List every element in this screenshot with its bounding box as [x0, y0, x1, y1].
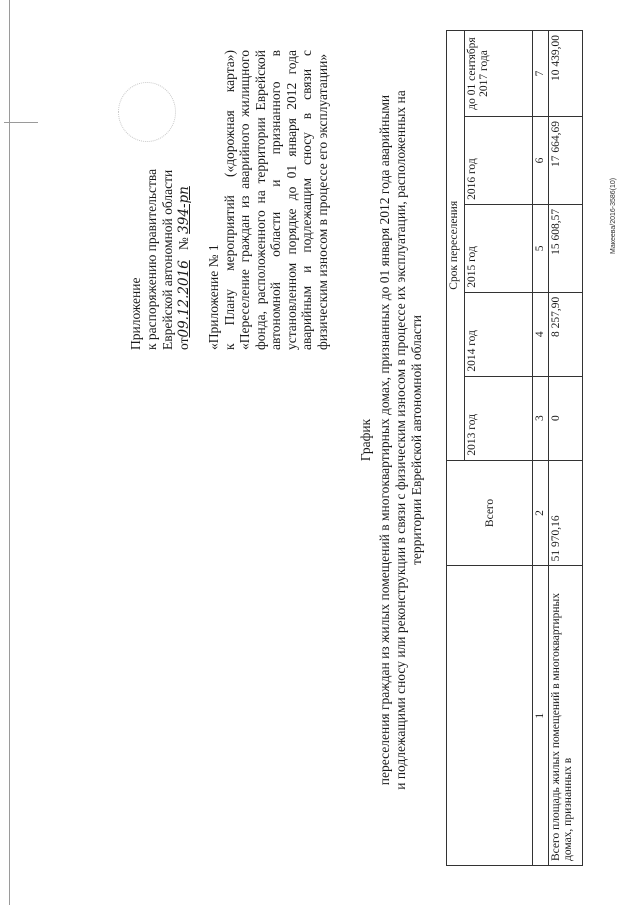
plan-appendix-block: [206, 50, 330, 350]
col-number-6: 6: [533, 116, 549, 204]
col-number-2: 2: [533, 460, 549, 566]
header-total: Всего: [447, 460, 533, 566]
table-header-row-1: [447, 31, 465, 866]
table-number-row: [533, 31, 549, 866]
header-year-2013: 2013 год: [465, 376, 533, 460]
schedule-heading: График: [358, 418, 373, 462]
cell-total: 51 970,16: [549, 460, 583, 566]
header-empty-cell: [447, 566, 533, 866]
row-label: Всего площадь жилых помещений в многоквартирных домах, признанных в: [549, 566, 583, 866]
col-number-4: 4: [533, 292, 549, 376]
appendix-line-1: Приложение: [128, 277, 143, 350]
cell-2014: 8 257,90: [549, 292, 583, 376]
appendix-header: [128, 60, 192, 350]
appendix-date-line: [176, 60, 192, 350]
handwritten-date: 09.12.2016: [176, 260, 192, 338]
date-prefix: от: [176, 337, 191, 350]
table-row: [549, 31, 583, 866]
header-year-2016: 2016 год: [465, 116, 533, 204]
appendix-line-2: к распоряжению правительства: [144, 168, 159, 350]
plan-appendix-body: к Плану мероприятий («дорожная карта») «Переселение граждан из аварийного жилищного фонда, расположенного на территории Еврейской автономной области и признанного в установленном порядке до 01 января 2012 года аварийным и подлежащим сносу в связи с физическим износом в процессе его эксплуатации»: [221, 50, 330, 350]
resettlement-schedule-table: [446, 30, 583, 866]
header-year-2014: 2014 год: [465, 292, 533, 376]
schedule-subtitle-line-2: и подлежащими сносу или реконструкции в связи с физическим износом в процессе их эксплуатации, расположенных на: [393, 90, 408, 790]
schedule-subtitle-line-1: переселения граждан из жилых помещений в многоквартирных домах, признанных до 01 января 2012 года аварийными: [377, 94, 392, 786]
document-page: [10, 10, 630, 890]
col-number-1: 1: [533, 566, 549, 866]
header-until-sept-2017: до 01 сентября 2017 года: [465, 31, 533, 117]
document-code: Макеева/2016-3586(10): [610, 177, 617, 254]
plan-appendix-title: «Приложение № 1: [206, 244, 221, 350]
appendix-line-3: Еврейской автономной области: [160, 169, 175, 350]
cell-2017: 10 439,00: [549, 31, 583, 117]
col-number-3: 3: [533, 376, 549, 460]
number-prefix: №: [176, 237, 191, 251]
col-number-5: 5: [533, 204, 549, 292]
col-number-7: 7: [533, 31, 549, 117]
header-resettlement-period: Срок переселения: [447, 31, 465, 461]
schedule-subtitle-line-3: территории Еврейской автономной области: [409, 315, 424, 565]
header-year-2015: 2015 год: [465, 204, 533, 292]
handwritten-number: 394-рп: [176, 186, 192, 234]
cell-2016: 17 664,69: [549, 116, 583, 204]
cell-2013: 0: [549, 376, 583, 460]
schedule-title: [358, 10, 425, 870]
cell-2015: 15 608,57: [549, 204, 583, 292]
